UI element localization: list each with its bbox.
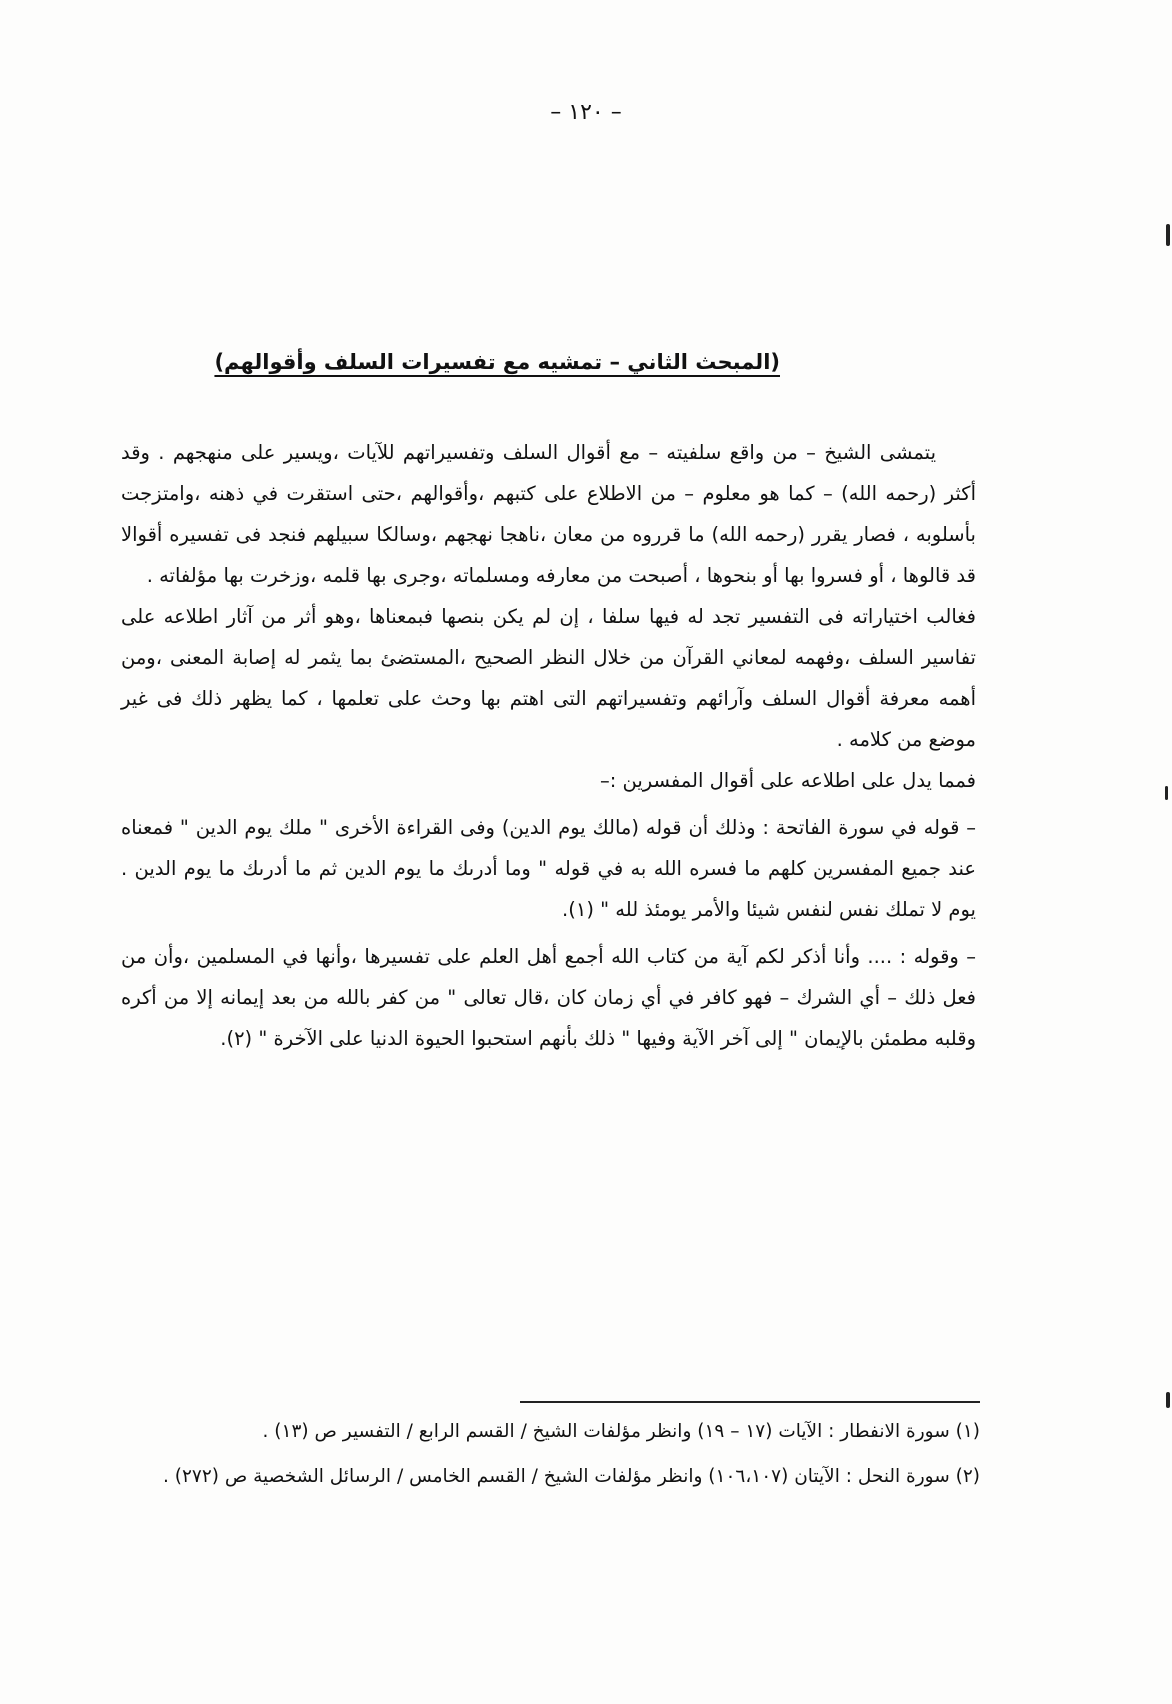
footnote-1: (١) سورة الانفطار : الآيات (١٧ – ١٩) وانظر مؤلفات الشيخ / القسم الرابع / التفسير ص (١٣) . [262, 1421, 980, 1442]
body-text [121, 432, 976, 1059]
scan-mark [1165, 786, 1168, 800]
paragraph-quote-nahl: – وقوله : .... وأنا أذكر لكم آية من كتاب الله أجمع أهل العلم على تفسيرها ،وأنها في المسلمين ،وأن من فعل ذلك – أي الشرك – فهو كافر في أي زمان كان ،قال تعالى " من كفر بالله من بعد إيمانه إلا من أكره وقلبه مطمئن بالإيمان " إلى آخر الآية وفيها " ذلك بأنهم استحبوا الحيوة الدنيا على الآخرة " (٢). [121, 945, 976, 1050]
paragraph-lead-in: فمما يدل على اطلاعه على أقوال المفسرين :– [599, 769, 976, 792]
paragraph-quote-fatiha: – قوله في سورة الفاتحة : وذلك أن قوله (مالك يوم الدين) وفى القراءة الأخرى " ملك يوم الدين " فمعناه عند جميع المفسرين كلهم ما فسره الله به في قوله " وما أدرىك ما يوم الدين ثم ما أدرىك ما يوم الدين . يوم لا تملك نفس لنفس شيئا والأمر يومئذ لله " (١). [121, 816, 976, 921]
paragraph-intro: يتمشى الشيخ – من واقع سلفيته – مع أقوال السلف وتفسيراتهم للآيات ،ويسير على منهجهم . وقد أكثر (رحمه الله) – كما هو معلوم – من الاطلاع على كتبهم ،وأقوالهم ،حتى استقرت في ذهنه ،وامتزجت بأسلوبه ، فصار يقرر (رحمه الله) ما قرروه من معان ،ناهجا نهجهم ،وسالكا سبيلهم فنجد فى تفسيره أقوالا قد قالوها ، أو فسروا بها أو بنحوها ، أصبحت من معارفه ومسلماته ،وجرى بها قلمه ،وزخرت بها مؤلفاته . [121, 441, 976, 587]
paragraph-choices: فغالب اختياراته فى التفسير تجد له فيها سلفا ، إن لم يكن بنصها فبمعناها ،وهو أثر من آثار اطلاعه على تفاسير السلف ،وفهمه لمعاني القرآن من خلال النظر الصحيح ،المستضئ بما يثمر له إصابة المعنى ،ومن أهمه معرفة أقوال السلف وآرائهم وتفسيراتهم التى اهتم بها وحث على تعلمها ، كما يظهر ذلك فى غير موضع من كلامه . [121, 605, 976, 751]
section-heading: (المبحث الثاني – تمشيه مع تفسيرات السلف وأقوالهم) [214, 350, 780, 374]
scan-mark [1166, 1392, 1170, 1408]
footnote-2: (٢) سورة النحل : الآيتان (١٠٦،١٠٧) وانظر مؤلفات الشيخ / القسم الخامس / الرسائل الشخصية ص (٢٧٢) . [163, 1466, 980, 1487]
footnote-separator [520, 1401, 980, 1403]
footnotes [118, 1413, 980, 1503]
scan-mark [1166, 224, 1170, 246]
page-number: – ١٢٠ – [550, 100, 622, 125]
